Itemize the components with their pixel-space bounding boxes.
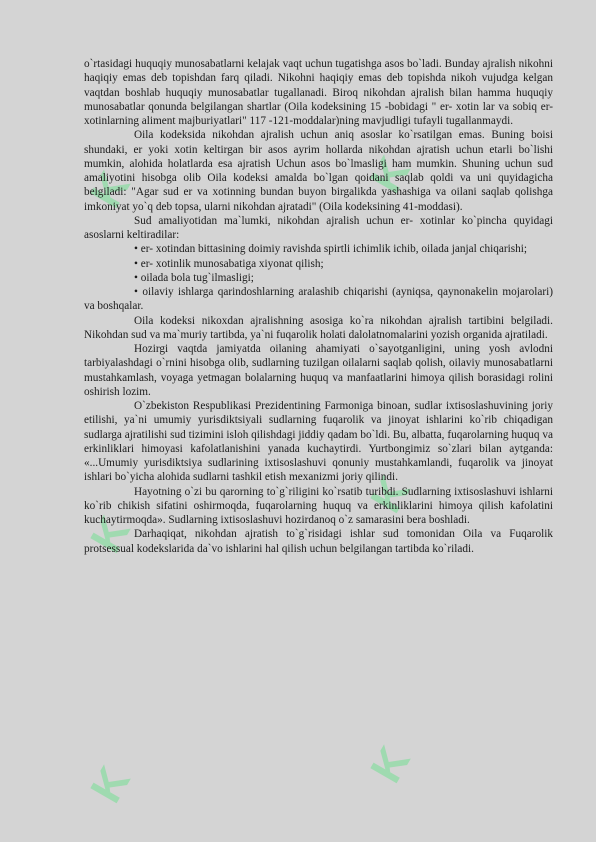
list-item: • oilaviy ishlarga qarindoshlarning aralashib chiqarishi (ayniqsa, qaynonakelin mojarolari) va boshqalar. [84,286,553,313]
paragraph: Darhaqiqat, nikohdan ajratish to`g`risidagi ishlar sud tomonidan Oila va Fuqarolik protsessual kodekslarida da`vo ishlarini hal qilish uchun belgilangan tartibda ko`riladi. [84,528,553,555]
paragraph: Sud amaliyotidan ma`lumki, nikohdan ajralish uchun er- xotinlar ko`pincha quyidagi asoslarni keltiradilar: [84,214,553,241]
watermark-mark: K [81,163,140,216]
list-item: • oilada bola tug`ilmasligi; [134,271,254,284]
watermark-mark: K [361,468,420,521]
watermark-mark: K [81,758,140,811]
watermark-mark: K [361,738,420,791]
paragraph: O`zbekiston Respublikasi Prezidentining Farmoniga binoan, sudlar ixtisoslashuvining joriy etilishi, ya`ni umumiy yurisdiktsiyali sudlarning fuqarolik va jinoyat ishlarini ko`rib chiqadigan sudlarga ajratilishi sud tizimini isloh qilishdagi jiddiy qadam bo`ldi. Bu, albatta, fuqarolarning huquq va erkinliklari himoyasi kafolatlanishini yanada kuchaytirdi. Yurtbongimiz so`zlari bilan aytganda: «...Umumiy yurisdiktsiya sudlarining ixtisoslashuvi qonuniy mustahkamlandi, fuqarolik va jinoyat ishlari bo`yicha alohida sudlarni tashkil etish mexanizmi joriy qilindi. [84,400,553,484]
paragraph: Hayotning o`zi bu qarorning to`g`riligini ko`rsatib turibdi. Sudlarning ixtisoslashuvi ishlarni ko`rib chikish sifatini oshirmoqda, fuqarolarning huquq va erkinliklarini himoya qilish kafolatini kuchaytirmoqda». Sudlarning ixtisoslashuvi hozirdanoq o`z samarasini bera boshladi. [84,485,553,526]
paragraph: Oila kodeksida nikohdan ajralish uchun aniq asoslar ko`rsatilgan emas. Buning boisi shundaki, er yoki xotin keltirgan bir asos ayrim hollarda nikohdan ajratish uchun etarli bo`lishi mumkin, alohida holatlarda esa ajratish Uchun asos bo`lmasligi ham mumkin. Shuning uchun sud amaliyotini hisobga olib Oila kodeksi amalda bo`lgan qoidani saqlab qoldi va uni quyidagicha belgiladi: "Agar sud er va xotinning bundan buyon birgalikda yashashiga va oilani saqlab qolishga imkoniyat yo`q deb topsa, ularni nikohdan ajratadi" (Oila kodeksining 41-moddasi). [84,129,553,213]
paragraph: Hozirgi vaqtda jamiyatda oilaning ahamiyati o`sayotganligini, uning yosh avlodni tarbiyalashdagi o`rnini hisobga olib, sudlarning tuzilgan oilalarni saqlab qolish, oilaviy munosabatlarni mustahkamlash, voyaga yetmagan bolalarning huquq va manfaatlarini himoya qilish borasidagi rolini oshirish lozim. [84,343,553,398]
watermark-mark: K [361,148,420,201]
paragraph: o`rtasidagi huquqiy munosabatlarni kelajak vaqt uchun tugatishga asos bo`ladi. Bunday ajralish nikohni haqiqiy emas deb topishdan farq qiladi. Nikohni haqiqiy emas deb topishda nikoh vujudga kelgan vaqtdan boshlab huquqiy munosabatlar tugallanadi. Biroq nikohdan ajralish bilan hamma huquqiy munosabatlar qonunda belgilangan shartlar (Oila kodeksining 15 -bobidagi " er- xotin lar va sobiq er-xotinlarning aliment majburiyatlari" 117 -121-moddalar)ning mavjudligi tufayli tugallanmaydi. [84,58,553,127]
list-item: • er- xotindan bittasining doimiy ravishda spirtli ichimlik ichib, oilada janjal chiqarishi; [134,243,528,256]
list-item: • er- xotinlik munosabatiga xiyonat qilish; [134,257,324,270]
document-page [84,57,553,556]
paragraph: Oila kodeksi nikoxdan ajralishning asosiga ko`ra nikohdan ajralish tartibini belgiladi. Nikohdan sud va ma`muriy tartibda, ya`ni fuqarolik holati dalolatnomalarini yozish organida ajratiladi. [84,314,553,341]
watermark-mark: K [81,508,140,561]
